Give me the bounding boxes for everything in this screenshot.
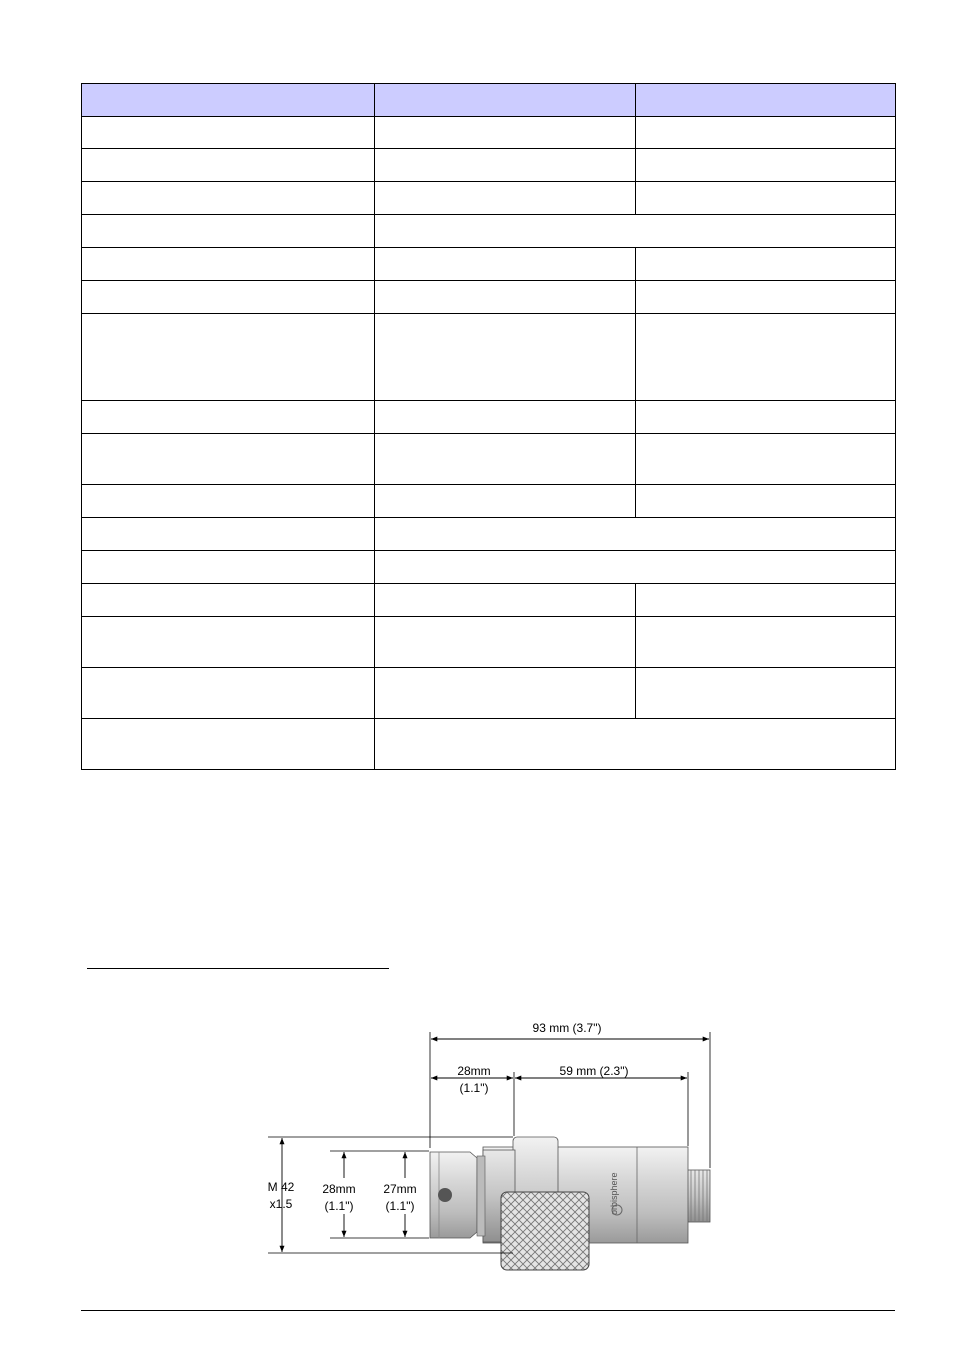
sensor-hole xyxy=(438,1188,452,1202)
section-heading-underline xyxy=(87,968,389,969)
table-header-cell xyxy=(636,84,896,117)
table-row xyxy=(82,719,896,770)
table-cell xyxy=(375,215,896,248)
table-row xyxy=(82,281,896,314)
table-cell xyxy=(82,401,375,434)
table-cell xyxy=(375,551,896,584)
table-header-cell xyxy=(375,84,636,117)
table-cell xyxy=(82,617,375,668)
table-row xyxy=(82,117,896,149)
thread-label: M 42 xyxy=(267,1180,295,1194)
table-cell xyxy=(375,485,636,518)
diameter-27-inch-label: (1.1") xyxy=(385,1199,415,1213)
table-row xyxy=(82,485,896,518)
table-cell xyxy=(82,248,375,281)
table-cell xyxy=(375,719,896,770)
table-cell xyxy=(375,518,896,551)
thread-pitch-label: x1.5 xyxy=(269,1197,293,1211)
table-row xyxy=(82,314,896,401)
table-cell xyxy=(636,182,896,215)
housing-length-inch-label: (1.1") xyxy=(459,1081,489,1095)
table-row xyxy=(82,617,896,668)
table-cell xyxy=(82,149,375,182)
table-cell xyxy=(82,117,375,149)
table-cell xyxy=(636,149,896,182)
table-row xyxy=(82,434,896,485)
table-cell xyxy=(375,314,636,401)
table-cell xyxy=(82,551,375,584)
table-cell xyxy=(82,434,375,485)
table-cell xyxy=(375,584,636,617)
table-header-row xyxy=(82,84,896,117)
table-cell xyxy=(636,434,896,485)
table-cell xyxy=(375,248,636,281)
membrane-housing xyxy=(430,1152,477,1238)
table-row xyxy=(82,584,896,617)
table-cell xyxy=(636,117,896,149)
table-cell xyxy=(82,719,375,770)
table-body xyxy=(82,117,896,770)
table-cell xyxy=(375,149,636,182)
table-cell xyxy=(82,584,375,617)
table-row xyxy=(82,182,896,215)
table-cell xyxy=(636,584,896,617)
table-cell xyxy=(375,617,636,668)
table-cell xyxy=(82,281,375,314)
table-cell xyxy=(375,182,636,215)
table-row xyxy=(82,248,896,281)
knurled-nut xyxy=(501,1192,589,1270)
table-cell xyxy=(636,485,896,518)
table-cell xyxy=(375,117,636,149)
footer-rule xyxy=(81,1310,895,1311)
table-cell xyxy=(82,518,375,551)
table-cell xyxy=(375,281,636,314)
table-row xyxy=(82,149,896,182)
table-cell xyxy=(636,401,896,434)
body-length-label: 59 mm (2.3") xyxy=(559,1064,629,1078)
diameter-27-label: 27mm xyxy=(383,1182,417,1196)
diameter-28-inch-label: (1.1") xyxy=(324,1199,354,1213)
table-row xyxy=(82,401,896,434)
table-cell xyxy=(82,314,375,401)
table-row xyxy=(82,551,896,584)
table-cell xyxy=(375,401,636,434)
sensor-dimension-drawing xyxy=(255,1020,725,1275)
table-cell xyxy=(636,248,896,281)
table-row xyxy=(82,668,896,719)
table-cell xyxy=(636,617,896,668)
housing-length-label: 28mm xyxy=(457,1064,491,1078)
table-row xyxy=(82,215,896,248)
table-cell xyxy=(636,314,896,401)
diameter-28-label: 28mm xyxy=(322,1182,356,1196)
table-cell xyxy=(375,434,636,485)
table-cell xyxy=(82,485,375,518)
connector-thread xyxy=(687,1170,710,1222)
specifications-table xyxy=(81,83,896,770)
total-length-label: 93 mm (3.7") xyxy=(532,1021,602,1035)
table-cell xyxy=(82,182,375,215)
brand-label: orbisphere xyxy=(609,1172,619,1215)
table-cell xyxy=(82,668,375,719)
table-cell xyxy=(82,215,375,248)
table-header-cell xyxy=(82,84,375,117)
table-cell xyxy=(636,281,896,314)
table-cell xyxy=(636,668,896,719)
table-row xyxy=(82,518,896,551)
table-cell xyxy=(375,668,636,719)
